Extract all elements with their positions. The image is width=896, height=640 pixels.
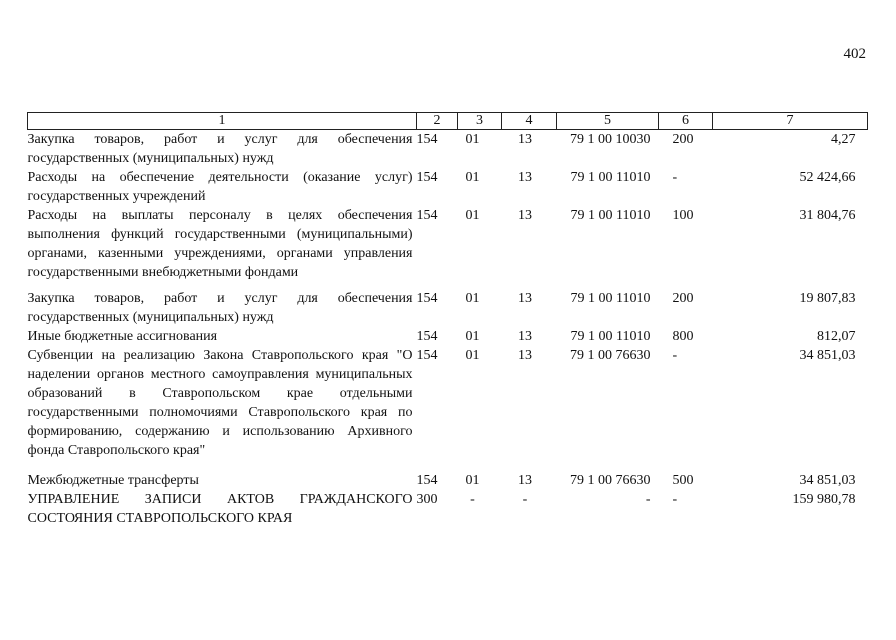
row-rz: 01 bbox=[465, 291, 480, 306]
column-header-amount: 7 bbox=[713, 113, 868, 130]
row-ved: 300 bbox=[416, 492, 438, 507]
row-vr: 200 bbox=[672, 291, 694, 306]
row-amount: 31 804,76 bbox=[799, 208, 856, 223]
table-row bbox=[28, 346, 868, 471]
row-pr: 13 bbox=[518, 329, 532, 344]
row-ved: 154 bbox=[416, 329, 438, 344]
row-pr: 13 bbox=[518, 170, 532, 185]
row-name: УПРАВЛЕНИЕ ЗАПИСИ АКТОВ ГРАЖДАНСКОГО СОСТОЯНИЯ СТАВРОПОЛЬСКОГО КРАЯ bbox=[27, 492, 413, 526]
row-csr: 79 1 00 10030 bbox=[570, 132, 651, 147]
row-ved: 154 bbox=[416, 473, 438, 488]
column-header-name: 1 bbox=[28, 113, 417, 130]
column-header-vr: 6 bbox=[659, 113, 713, 130]
row-vr: 200 bbox=[672, 132, 694, 147]
row-vr: 100 bbox=[672, 208, 694, 223]
row-vr: - bbox=[672, 170, 678, 185]
row-csr: 79 1 00 76630 bbox=[570, 473, 651, 488]
row-amount: 52 424,66 bbox=[799, 170, 856, 185]
row-ved: 154 bbox=[416, 208, 438, 223]
row-rz: 01 bbox=[465, 208, 480, 223]
row-amount: 19 807,83 bbox=[799, 291, 856, 306]
row-csr: 79 1 00 11010 bbox=[570, 329, 651, 344]
row-rz: 01 bbox=[465, 170, 480, 185]
row-vr: - bbox=[672, 348, 678, 363]
row-pr: 13 bbox=[518, 132, 532, 147]
table-header-row bbox=[28, 113, 868, 130]
row-ved: 154 bbox=[416, 132, 438, 147]
row-ved: 154 bbox=[416, 348, 438, 363]
row-amount: 34 851,03 bbox=[799, 473, 856, 488]
table-row bbox=[28, 327, 868, 346]
table-row bbox=[28, 471, 868, 490]
budget-table bbox=[27, 112, 868, 528]
row-vr: 800 bbox=[672, 329, 694, 344]
row-vr: - bbox=[672, 492, 678, 507]
row-vr: 500 bbox=[672, 473, 694, 488]
column-header-ved: 2 bbox=[417, 113, 458, 130]
row-name: Закупка товаров, работ и услуг для обеспечения государственных (муниципальных) нужд bbox=[27, 291, 413, 325]
row-pr: 13 bbox=[518, 348, 532, 363]
row-pr: 13 bbox=[518, 473, 532, 488]
row-name: Расходы на выплаты персоналу в целях обеспечения выполнения функций государственными (муниципальными) органами, казенными учреждениями, органами управления государственными внебюджетными фондами bbox=[27, 208, 413, 280]
row-csr: - bbox=[645, 492, 651, 507]
row-rz: 01 bbox=[465, 329, 480, 344]
row-pr: - bbox=[522, 492, 528, 507]
column-header-csr: 5 bbox=[557, 113, 659, 130]
row-pr: 13 bbox=[518, 291, 532, 306]
row-ved: 154 bbox=[416, 170, 438, 185]
column-header-rz: 3 bbox=[458, 113, 502, 130]
row-csr: 79 1 00 11010 bbox=[570, 170, 651, 185]
column-header-pr: 4 bbox=[502, 113, 557, 130]
page-number: 402 bbox=[843, 46, 866, 62]
table-row bbox=[28, 130, 868, 169]
row-amount: 812,07 bbox=[817, 329, 856, 344]
row-pr: 13 bbox=[518, 208, 532, 223]
row-name: Субвенции на реализацию Закона Ставропольского края "О наделении органов местного самоуправления муниципальных образований в Ставропольском крае отдельными государственными полномочиями Ставропольского края по формированию, содержанию и использованию Архивного фонда Ставропольского края" bbox=[27, 348, 413, 458]
row-amount: 159 980,78 bbox=[792, 492, 856, 507]
row-name: Иные бюджетные ассигнования bbox=[27, 329, 218, 344]
row-name: Закупка товаров, работ и услуг для обеспечения государственных (муниципальных) нужд bbox=[27, 132, 413, 166]
row-ved: 154 bbox=[416, 291, 438, 306]
row-amount: 4,27 bbox=[831, 132, 856, 147]
row-csr: 79 1 00 11010 bbox=[570, 208, 651, 223]
table-row bbox=[28, 490, 868, 528]
row-rz: 01 bbox=[465, 132, 480, 147]
table-row bbox=[28, 168, 868, 206]
table-row bbox=[28, 206, 868, 289]
row-amount: 34 851,03 bbox=[799, 348, 856, 363]
row-rz: 01 bbox=[465, 473, 480, 488]
row-rz: 01 bbox=[465, 348, 480, 363]
table-row bbox=[28, 289, 868, 327]
row-csr: 79 1 00 76630 bbox=[570, 348, 651, 363]
row-name: Межбюджетные трансферты bbox=[27, 473, 199, 488]
row-name: Расходы на обеспечение деятельности (оказание услуг) государственных учреждений bbox=[27, 170, 413, 204]
row-rz: - bbox=[470, 492, 475, 507]
row-csr: 79 1 00 11010 bbox=[570, 291, 651, 306]
